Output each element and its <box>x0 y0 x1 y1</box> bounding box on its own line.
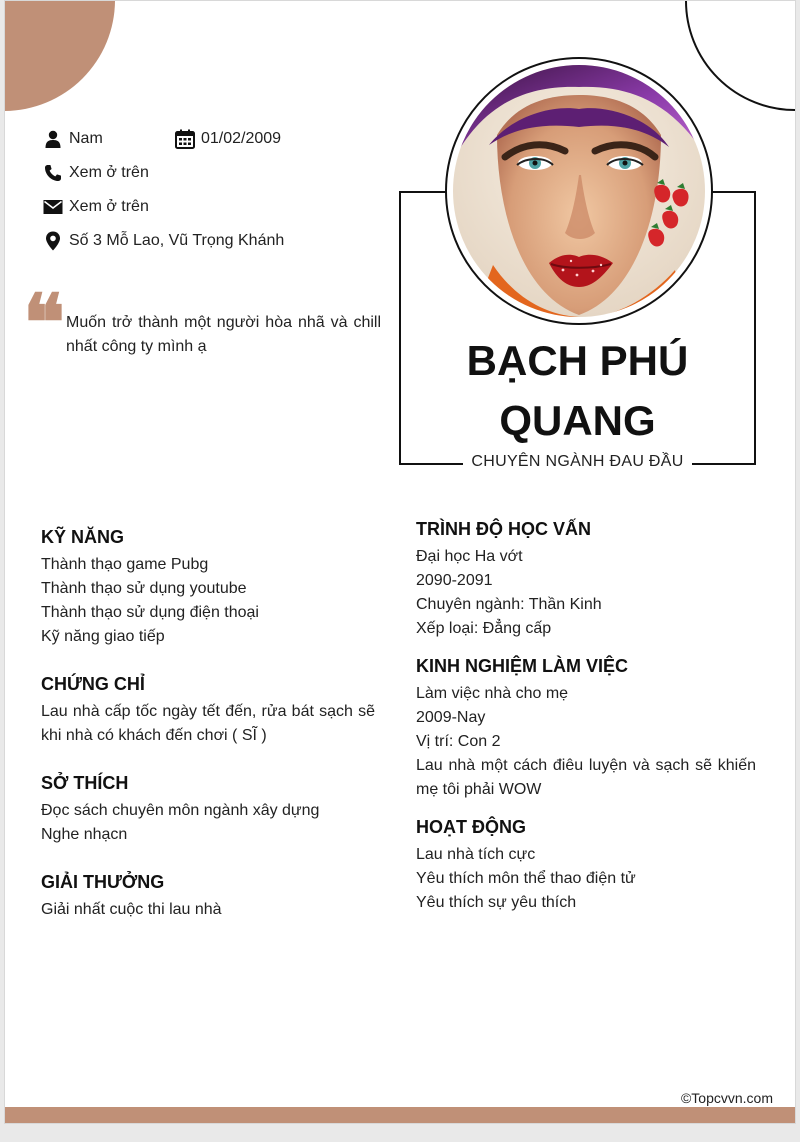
list-item: Đọc sách chuyên môn ngành xây dựng <box>41 802 320 819</box>
education-section <box>416 517 756 641</box>
section-heading: HOẠT ĐỘNG <box>416 817 526 837</box>
decorative-circle-top-left <box>4 0 115 111</box>
awards-section <box>41 870 375 922</box>
list-item: Đại học Ha vớt <box>416 548 523 565</box>
list-item: Lau nhà một cách điêu luyện và sạch sẽ khiến mẹ tôi phải WOW <box>416 757 756 798</box>
list-item: Nghe nhạcn <box>41 826 128 843</box>
calendar-icon <box>175 129 195 149</box>
list-item: Làm việc nhà cho mẹ <box>416 685 569 702</box>
section-heading: TRÌNH ĐỘ HỌC VẤN <box>416 519 591 539</box>
list-item: Giải nhất cuộc thi lau nhà <box>41 901 222 918</box>
envelope-icon <box>43 197 63 217</box>
person-icon <box>43 129 63 149</box>
hobbies-section <box>41 771 375 847</box>
location-pin-icon <box>43 231 63 251</box>
decorative-ring-top-right <box>685 0 796 111</box>
list-item: Lau nhà tích cực <box>416 846 536 863</box>
list-item: 2090-2091 <box>416 572 493 589</box>
quote-mark-icon: ❝ <box>23 278 65 369</box>
job-title-text: CHUYÊN NGÀNH ĐAU ĐẦU <box>463 453 691 470</box>
list-item: Yêu thích môn thể thao điện tử <box>416 870 636 887</box>
section-heading: SỞ THÍCH <box>41 773 129 793</box>
list-item: Thành thạo game Pubg <box>41 556 209 573</box>
list-item: Chuyên ngành: Thần Kinh <box>416 596 602 613</box>
avatar-frame <box>445 57 713 325</box>
contact-birthday <box>175 129 281 149</box>
cv-page <box>4 0 796 1124</box>
contact-phone <box>43 163 149 183</box>
birthday-text: 01/02/2009 <box>201 130 282 147</box>
email-text: Xem ở trên <box>69 198 149 215</box>
list-item: Kỹ năng giao tiếp <box>41 628 165 645</box>
name-line-2: QUANG <box>499 397 656 444</box>
contact-gender <box>43 129 103 149</box>
list-item: Lau nhà cấp tốc ngày tết đến, rửa bát sạch sẽ khi nhà có khách đến chơi ( SĨ ) <box>41 703 375 744</box>
name-line-1: BẠCH PHÚ <box>466 337 689 384</box>
phone-text: Xem ở trên <box>69 164 149 181</box>
contact-email <box>43 197 149 217</box>
list-item: Thành thạo sử dụng điện thoại <box>41 604 259 621</box>
skills-section <box>41 525 375 649</box>
address-text: Số 3 Mỗ Lao, Vũ Trọng Khánh <box>69 232 285 249</box>
section-heading: GIẢI THƯỞNG <box>41 872 165 892</box>
list-item: Vị trí: Con 2 <box>416 733 501 750</box>
list-item: Xếp loại: Đẳng cấp <box>416 620 552 637</box>
section-heading: CHỨNG CHỈ <box>41 674 145 694</box>
phone-icon <box>43 163 63 183</box>
activities-section <box>416 815 756 915</box>
candidate-name <box>401 331 754 451</box>
certificates-section <box>41 672 375 748</box>
list-item: 2009-Nay <box>416 709 486 726</box>
avatar <box>453 65 705 317</box>
list-item: Yêu thích sự yêu thích <box>416 894 577 911</box>
contact-address <box>43 231 284 251</box>
section-heading: KỸ NĂNG <box>41 527 125 547</box>
watermark-credit: ©Topcvvn.com <box>680 1090 773 1106</box>
career-objective: Muốn trở thành một người hòa nhã và chill nhất công ty mình ạ <box>66 314 381 355</box>
gender-text: Nam <box>69 130 103 147</box>
bottom-accent-bar <box>5 1107 796 1124</box>
list-item: Thành thạo sử dụng youtube <box>41 580 247 597</box>
section-heading: KINH NGHIỆM LÀM VIỆC <box>416 656 629 676</box>
experience-section <box>416 654 756 802</box>
job-title <box>401 453 754 471</box>
